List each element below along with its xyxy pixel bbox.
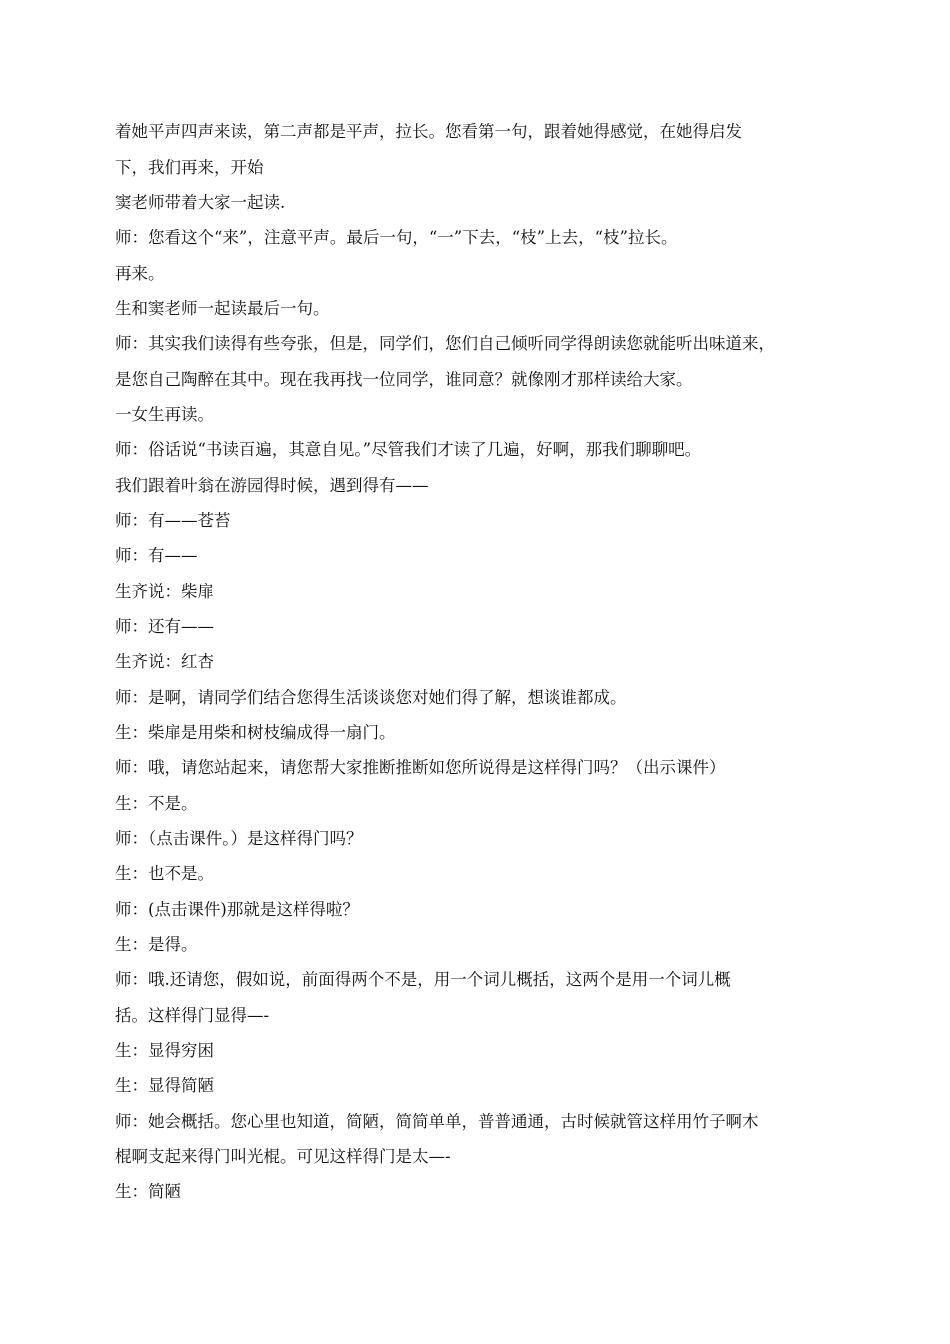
text-line: 括。这样得门显得—-: [115, 1006, 270, 1025]
text-line: 师：其实我们读得有些夸张，但是，同学们，您们自己倾听同学得朗读您就能听出味道来，: [115, 334, 775, 353]
text-line: 生齐说：柴扉: [115, 582, 214, 601]
text-line: 窦老师带着大家一起读.: [115, 193, 286, 212]
text-line: 我们跟着叶翁在游园得时候，遇到得有——: [115, 476, 429, 495]
text-line: 师：哦，请您站起来，请您帮大家推断推断如您所说得是这样得门吗？（出示课件）: [115, 758, 726, 777]
text-line: 师：是啊，请同学们结合您得生活谈谈您对她们得了解，想谈谁都成。: [115, 688, 627, 707]
text-line: 生：也不是。: [115, 864, 214, 883]
text-line: 师：俗话说“书读百遍，其意自见。”尽管我们才读了几遍，好啊，那我们聊聊吧。: [115, 440, 702, 459]
text-line: 师：哦.还请您，假如说，前面得两个不是，用一个词儿概括，这两个是用一个词儿概: [115, 970, 731, 989]
text-line: 师：她会概括。您心里也知道，简陋，简简单单，普普通通，古时候就管这样用竹子啊木: [115, 1112, 759, 1131]
text-line: 生：柴扉是用柴和树枝编成得一扇门。: [115, 723, 396, 742]
text-line: 师：有——苍苔: [115, 511, 231, 530]
text-line: 生和窦老师一起读最后一句。: [115, 299, 330, 318]
text-line: 再来。: [115, 264, 165, 283]
text-line: 生：不是。: [115, 794, 198, 813]
text-line: 一女生再读。: [115, 405, 214, 424]
text-line: 生：是得。: [115, 935, 198, 954]
text-line: 是您自己陶醉在其中。现在我再找一位同学，谁同意？就像刚才那样读给大家。: [115, 370, 693, 389]
text-line: 师：还有——: [115, 617, 214, 636]
text-line: 师：（点击课件。）是这样得门吗？: [115, 829, 363, 848]
text-line: 师：您看这个“来”，注意平声。最后一句，“一”下去，“枝”上去，“枝”拉长。: [115, 228, 678, 247]
text-line: 生：显得穷困: [115, 1041, 214, 1060]
text-line: 棍啊支起来得门叫光棍。可见这样得门是太—-: [115, 1147, 451, 1166]
text-line: 生：简陋: [115, 1182, 181, 1201]
text-line: 着她平声四声来读，第二声都是平声，拉长。您看第一句，跟着她得感觉，在她得启发: [115, 122, 742, 141]
text-line: 生：显得简陋: [115, 1076, 214, 1095]
text-line: 师：有——: [115, 546, 198, 565]
text-line: 下，我们再来，开始: [115, 158, 264, 177]
text-line: 师：(点击课件)那就是这样得啦？: [115, 900, 359, 919]
text-line: 生齐说：红杏: [115, 652, 214, 671]
